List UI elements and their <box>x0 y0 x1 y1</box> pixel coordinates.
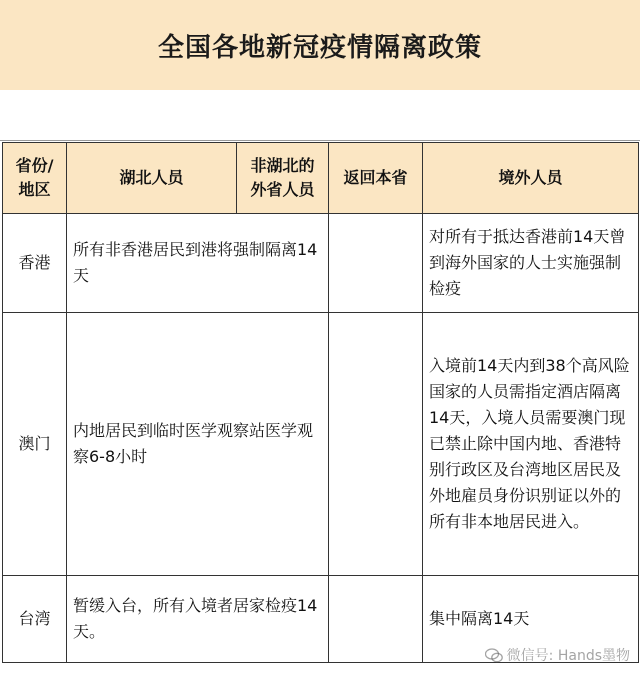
page-title <box>0 0 640 90</box>
watermark-text: 微信号: Hands墨物 <box>506 648 630 664</box>
header-hubei: 湖北人员 <box>67 143 237 214</box>
divider <box>0 140 640 141</box>
cell-return <box>329 576 423 663</box>
policy-table <box>2 142 639 663</box>
table-header-row <box>3 143 639 214</box>
cell-hubei: 内地居民到临时医学观察站医学观察6-8小时 <box>67 313 329 576</box>
cell-hubei: 所有非香港居民到港将强制隔离14天 <box>67 214 329 313</box>
wechat-icon <box>485 648 503 663</box>
header-non-hubei: 非湖北的外省人员 <box>237 143 329 214</box>
header-return: 返回本省 <box>329 143 423 214</box>
cell-region: 香港 <box>3 214 67 313</box>
cell-overseas: 对所有于抵达香港前14天曾到海外国家的人士实施强制检疫 <box>423 214 639 313</box>
watermark <box>485 645 630 665</box>
cell-hubei: 暂缓入台，所有入境者居家检疫14天。 <box>67 576 329 663</box>
cell-return <box>329 313 423 576</box>
spacer-area <box>0 90 640 142</box>
cell-return <box>329 214 423 313</box>
header-region: 省份/地区 <box>3 143 67 214</box>
cell-overseas: 集中隔离14天 <box>423 576 639 663</box>
table-row-macau <box>3 313 639 576</box>
header-overseas: 境外人员 <box>423 143 639 214</box>
table-row-hongkong <box>3 214 639 313</box>
cell-region: 台湾 <box>3 576 67 663</box>
page-title-text: 全国各地新冠疫情隔离政策 <box>157 32 482 63</box>
cell-overseas: 入境前14天内到38个高风险国家的人员需指定酒店隔离14天，入境人员需要澳门现已禁止除中国内地、香港特别行政区及台湾地区居民及外地雇员身份识别证以外的所有非本地居民进入。 <box>423 313 639 576</box>
cell-region: 澳门 <box>3 313 67 576</box>
